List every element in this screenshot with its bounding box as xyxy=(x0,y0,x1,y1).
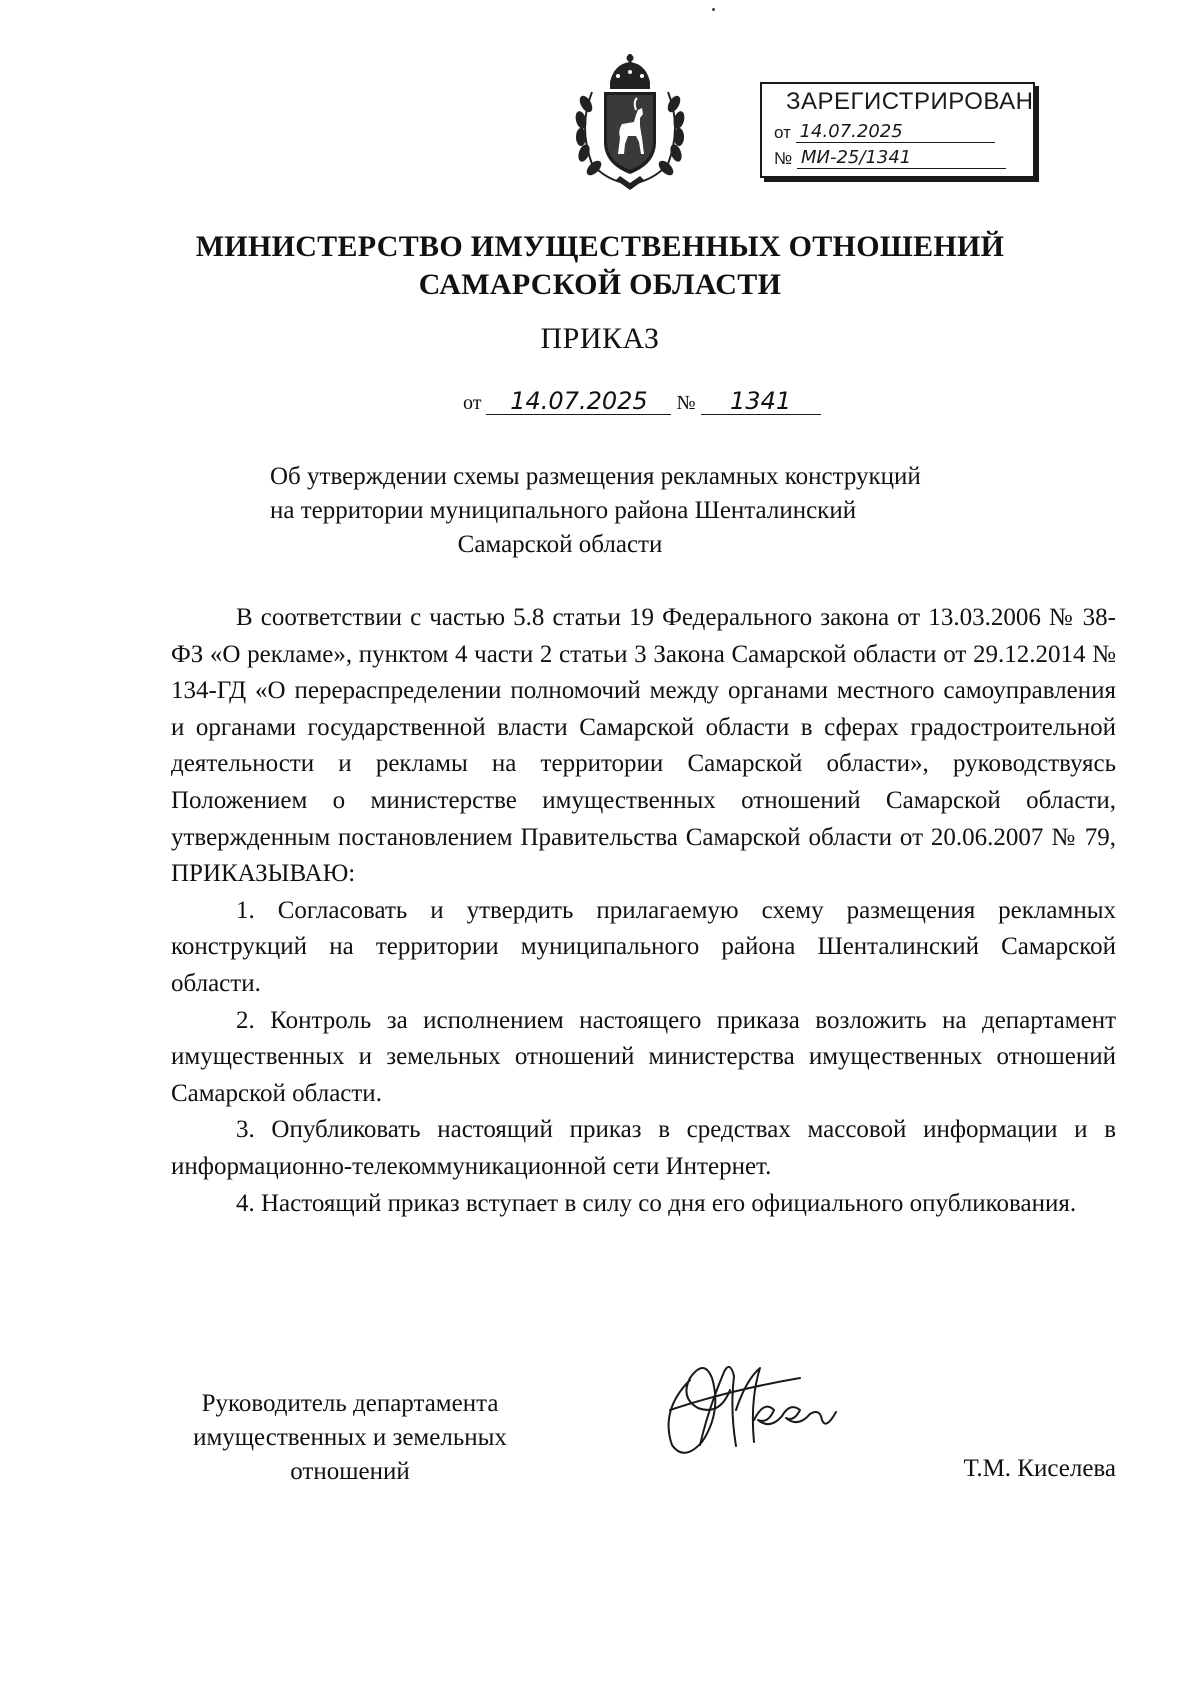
order-date-label: от xyxy=(463,392,482,414)
subject-line: Самарской области xyxy=(457,531,663,558)
order-item-1: 1. Согласовать и утвердить прилагаемую схему размещения рекламных конструкций на территории муниципального района Шенталинский Самарской области. xyxy=(171,896,1116,997)
signer-position-line: отношений xyxy=(290,1458,410,1485)
signer-position xyxy=(160,1387,540,1489)
order-item-2: 2. Контроль за исполнением настоящего приказа возложить на департамент имущественных и земельных отношений министерства имущественных отношений Самарской области. xyxy=(171,1006,1116,1107)
subject-line: Об утверждении схемы размещения рекламных конструкций xyxy=(270,463,921,490)
signer-position-line: Руководитель департамента xyxy=(201,1390,499,1417)
registration-stamp-title: ЗАРЕГИСТРИРОВАН xyxy=(786,88,1034,115)
order-item-3: 3. Опубликовать настоящий приказ в средствах массовой информации и в информационно-телекоммуникационной сети Интернет. xyxy=(171,1116,1116,1180)
registration-stamp xyxy=(760,82,1035,178)
ministry-name-line-2: САМАРСКОЙ ОБЛАСТИ xyxy=(418,268,782,301)
order-subject xyxy=(270,460,921,562)
registration-number-label: № xyxy=(774,149,793,168)
signer-position-line: имущественных и земельных xyxy=(193,1424,507,1451)
ministry-name-line-1: МИНИСТЕРСТВО ИМУЩЕСТВЕННЫХ ОТНОШЕНИЙ xyxy=(195,230,1005,263)
order-number-label: № xyxy=(676,392,696,414)
preamble-paragraph: В соответствии с частью 5.8 статьи 19 Федерального закона от 13.03.2006 № 38-ФЗ «О рекламе», пунктом 4 части 2 статьи 3 Закона Самарской области от 29.12.2014 № 134-ГД «О перераспределении полномочий между органами местного самоуправления и органами государственной власти Самарской области в сферах градостроительной деятельности и рекламы на территории Самарской области», руководствуясь Положением о министерстве имущественных отношений Самарской области, утвержденным постановлением Правительства Самарской области от 20.06.2007 № 79, ПРИКАЗЫВАЮ: xyxy=(171,604,1116,888)
order-number-value: 1341 xyxy=(701,388,821,415)
subject-line: на территории муниципального района Шенталинский xyxy=(270,497,857,524)
handwritten-signature-icon xyxy=(650,1350,860,1470)
registration-number-value: МИ-25/1341 xyxy=(797,148,1006,169)
registration-date-value: 14.07.2025 xyxy=(796,122,995,143)
scan-speck xyxy=(712,8,715,11)
document-type-title: ПРИКАЗ xyxy=(540,322,660,355)
coat-of-arms-icon xyxy=(570,52,690,192)
registration-date-label: от xyxy=(774,123,791,142)
order-date-number xyxy=(463,388,821,415)
order-item-4: 4. Настоящий приказ вступает в силу со дня его официального опубликования. xyxy=(236,1189,1077,1217)
order-date-value: 14.07.2025 xyxy=(486,388,671,415)
registration-date-line xyxy=(774,122,995,143)
registration-number-line xyxy=(774,148,1006,169)
signer-name: Т.М. Киселева xyxy=(963,1455,1116,1482)
order-body xyxy=(171,600,1116,1222)
